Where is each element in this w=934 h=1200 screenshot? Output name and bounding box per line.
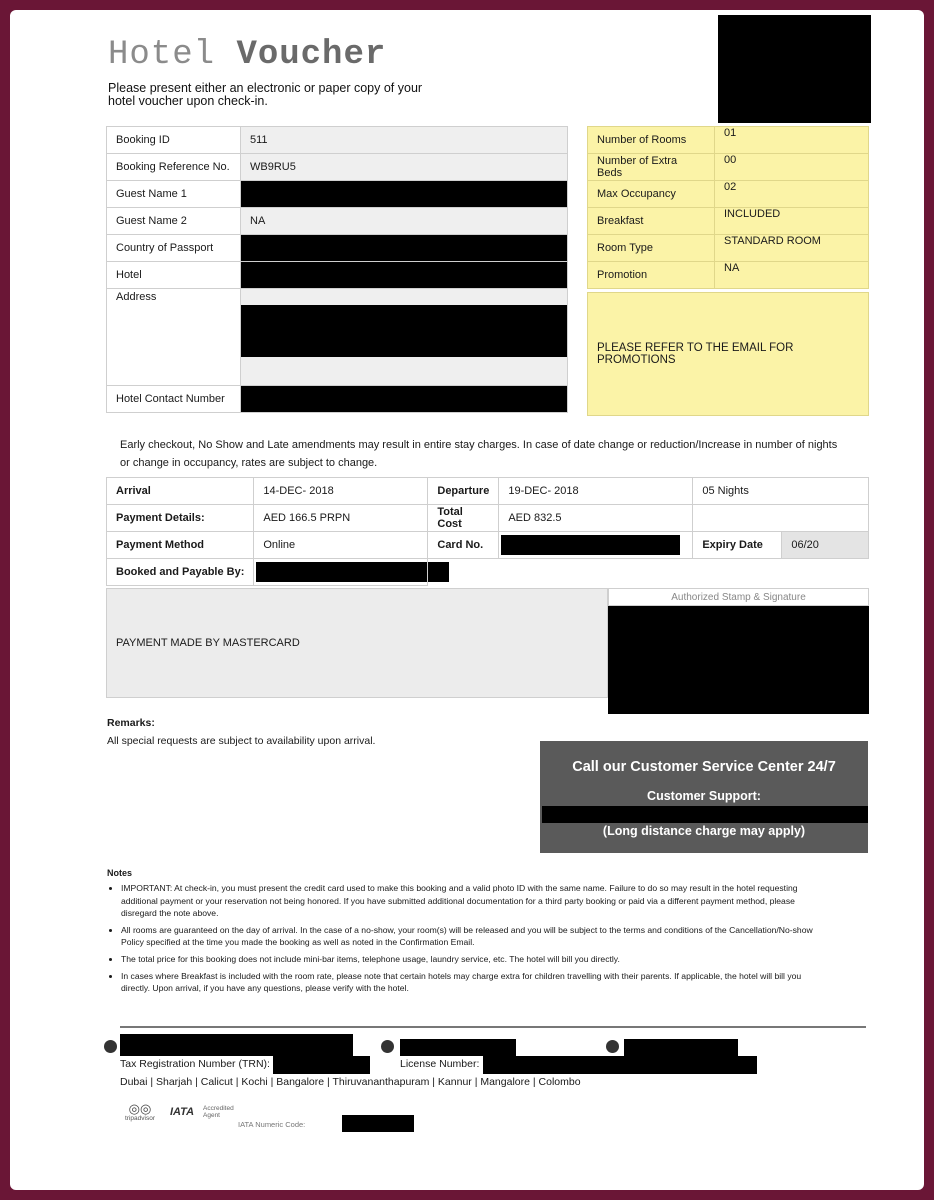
payment-note: PAYMENT MADE BY MASTERCARD xyxy=(106,588,608,698)
arrival-value: 14-DEC- 2018 xyxy=(254,478,428,505)
trip-table xyxy=(106,477,869,586)
hotel-redacted xyxy=(241,262,568,289)
departure-value: 19-DEC- 2018 xyxy=(499,478,693,505)
list-item: • In cases where Breakfast is included with the room rate, please note that certain hotels may charge extra for children travelling with their parents. If applicable, the hotel will bill you directly. Upon arrival, if you have any questions, please verify with the hotel. xyxy=(121,970,813,995)
remarks-text: All special requests are subject to availability upon arrival. xyxy=(107,735,376,747)
trn-redacted xyxy=(273,1056,370,1074)
contact-label: Hotel Contact Number xyxy=(107,386,241,413)
policy-text: Early checkout, No Show and Late amendments may result in entire stay charges. In case of date change or reduction/Increase in number of nights or change in occupancy, rates are subject to change. xyxy=(120,439,838,469)
total-cost-value: AED 832.5 xyxy=(499,505,693,532)
email-icon xyxy=(381,1040,394,1053)
extra-beds-value: 00 xyxy=(715,154,869,181)
booking-id-label: Booking ID xyxy=(107,127,241,154)
table-row xyxy=(588,154,869,181)
phone-redacted xyxy=(120,1034,353,1056)
room-table xyxy=(587,126,869,289)
arrival-label: Arrival xyxy=(107,478,254,505)
globe-icon xyxy=(606,1040,619,1053)
total-cost-label: Total Cost xyxy=(428,505,499,532)
table-row xyxy=(107,289,568,386)
list-item: • The total price for this booking does not include mini-bar items, telephone usage, laundry service, etc. The hotel will bill you directly. xyxy=(121,953,813,966)
table-row xyxy=(588,127,869,154)
cs-note: (Long distance charge may apply) xyxy=(602,824,806,838)
list-item: • All rooms are guaranteed on the day of arrival. In the case of a no-show, your room(s) will be released and you will be subject to the terms and conditions of the Cancellation/No-show Policy specified at the time you made the booking as well as noted in the Confirmation Email. xyxy=(121,924,813,949)
nights-value: 05 Nights xyxy=(693,478,869,505)
email-redacted xyxy=(400,1039,516,1056)
guest1-label: Guest Name 1 xyxy=(107,181,241,208)
footer-divider xyxy=(120,1026,866,1028)
cs-title: Call our Customer Service Center 24/7 xyxy=(572,759,836,775)
card-label: Card No. xyxy=(428,532,499,559)
promo-note: PLEASE REFER TO THE EMAIL FOR PROMOTIONS xyxy=(587,292,869,416)
booked-by-label: Booked and Payable By: xyxy=(107,559,254,586)
page-title xyxy=(108,36,386,74)
booking-id-value: 511 xyxy=(241,127,568,154)
table-row xyxy=(107,386,568,413)
license-label: License Number: xyxy=(400,1058,480,1070)
iata-logo: IATA xyxy=(170,1106,195,1118)
promotion-label: Promotion xyxy=(588,262,715,289)
phone-icon xyxy=(104,1040,117,1053)
rooms-label: Number of Rooms xyxy=(588,127,715,154)
booked-by-value xyxy=(254,559,428,586)
payment-method-label: Payment Method xyxy=(107,532,254,559)
address-redacted xyxy=(241,305,567,357)
booking-ref-value: WB9RU5 xyxy=(241,154,568,181)
room-type-value: STANDARD ROOM xyxy=(715,235,869,262)
max-occ-label: Max Occupancy xyxy=(588,181,715,208)
list-item: • IMPORTANT: At check-in, you must present the credit card used to make this booking and a valid photo ID with the same name. Failure to do so may result in the hotel requesting additional payment or your reservation not being honored. If you have submitted additional documentation for a third party booking or paid via a different payment method, please disregard the note above. xyxy=(121,882,813,920)
notes-title: Notes xyxy=(107,868,133,878)
stamp-label: Authorized Stamp & Signature xyxy=(608,588,869,606)
title-bold: Voucher xyxy=(236,36,387,74)
payment-details-value: AED 166.5 PRPN xyxy=(254,505,428,532)
table-row xyxy=(107,208,568,235)
expiry-label: Expiry Date xyxy=(693,532,782,559)
card-value xyxy=(499,532,693,559)
booking-ref-label: Booking Reference No. xyxy=(107,154,241,181)
cs-subtitle: Customer Support: xyxy=(647,789,761,803)
table-row xyxy=(107,181,568,208)
address-label: Address xyxy=(107,289,241,386)
expiry-value: 06/20 xyxy=(782,532,869,559)
guest2-label: Guest Name 2 xyxy=(107,208,241,235)
owl-icon: ◎◎ xyxy=(128,1101,152,1116)
signature-redacted xyxy=(608,606,869,714)
table-row xyxy=(588,262,869,289)
table-row xyxy=(588,235,869,262)
license-redacted xyxy=(483,1056,757,1074)
departure-label: Departure xyxy=(428,478,499,505)
tripadvisor-text: tripadvisor xyxy=(125,1115,155,1122)
contact-redacted xyxy=(241,386,568,413)
cities-list: Dubai | Sharjah | Calicut | Kochi | Bangalore | Thiruvananthapuram | Kannur | Mangalore | Colombo xyxy=(120,1076,581,1088)
rooms-value: 01 xyxy=(715,127,869,154)
table-row xyxy=(107,235,568,262)
voucher-page xyxy=(10,10,924,1190)
empty-cell xyxy=(693,505,869,532)
empty-cell xyxy=(428,559,869,586)
passport-redacted xyxy=(241,235,568,262)
iata-code-redacted xyxy=(342,1115,414,1132)
booked-by-redacted xyxy=(256,562,449,582)
promotion-value: NA xyxy=(715,262,869,289)
payment-method-value: Online xyxy=(254,532,428,559)
table-row xyxy=(107,478,869,505)
logo-redacted xyxy=(718,15,871,123)
table-row xyxy=(107,505,869,532)
table-row xyxy=(107,262,568,289)
customer-service-box xyxy=(540,741,868,853)
table-row xyxy=(588,208,869,235)
table-row xyxy=(107,154,568,181)
guest2-value: NA xyxy=(241,208,568,235)
breakfast-value: INCLUDED xyxy=(715,208,869,235)
table-row xyxy=(107,532,869,559)
notes-list xyxy=(107,882,813,999)
table-row xyxy=(107,127,568,154)
hotel-label: Hotel xyxy=(107,262,241,289)
card-redacted xyxy=(501,535,680,555)
passport-label: Country of Passport xyxy=(107,235,241,262)
guest-table xyxy=(106,126,568,413)
table-row xyxy=(107,559,869,586)
page-subtitle: Please present either an electronic or paper copy of your hotel voucher upon check-in. xyxy=(108,81,423,108)
payment-details-label: Payment Details: xyxy=(107,505,254,532)
extra-beds-label: Number of Extra Beds xyxy=(588,154,715,181)
table-row xyxy=(588,181,869,208)
breakfast-label: Breakfast xyxy=(588,208,715,235)
website-redacted xyxy=(624,1039,738,1056)
room-type-label: Room Type xyxy=(588,235,715,262)
accredited-label: Accredited Agent xyxy=(203,1105,234,1119)
guest1-redacted xyxy=(241,181,568,208)
cs-phone-redacted xyxy=(542,806,868,823)
tripadvisor-logo xyxy=(120,1103,160,1122)
trn-label: Tax Registration Number (TRN): xyxy=(120,1058,270,1070)
title-light: Hotel xyxy=(108,36,216,74)
address-value xyxy=(241,289,568,386)
max-occ-value: 02 xyxy=(715,181,869,208)
remarks-title: Remarks: xyxy=(107,717,155,729)
iata-code-label: IATA Numeric Code: xyxy=(238,1120,306,1129)
